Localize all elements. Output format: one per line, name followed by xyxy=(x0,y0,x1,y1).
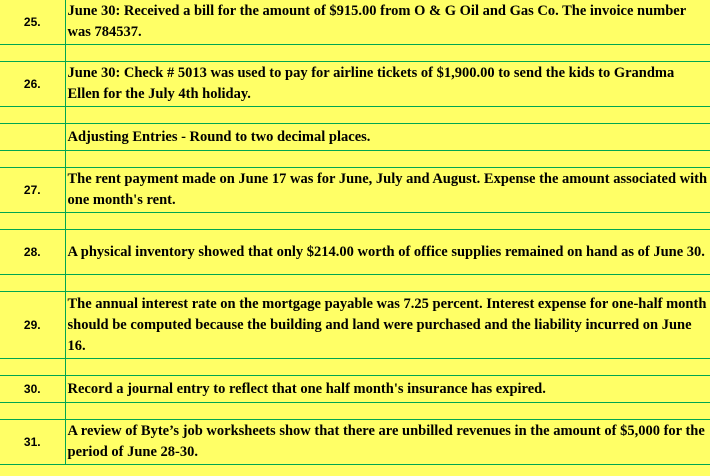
spacer-row xyxy=(0,151,710,168)
spacer-row xyxy=(0,359,710,376)
table-row xyxy=(0,0,710,45)
spacer-row xyxy=(0,45,710,62)
table-row xyxy=(0,168,710,213)
spacer-row xyxy=(0,275,710,292)
table-row xyxy=(0,62,710,107)
spacer-row xyxy=(0,107,710,124)
row-text: Record a journal entry to reflect that one half month's insurance has expired. xyxy=(65,376,710,403)
row-number: 27. xyxy=(0,168,65,213)
section-heading: Adjusting Entries - Round to two decimal places. xyxy=(65,124,710,151)
row-number: 26. xyxy=(0,62,65,107)
row-number: 31. xyxy=(0,420,65,465)
table-row xyxy=(0,230,710,275)
row-text: June 30: Received a bill for the amount of $915.00 from O & G Oil and Gas Co. The invoice number was 784537. xyxy=(65,0,710,45)
row-number: 28. xyxy=(0,230,65,275)
row-text: The rent payment made on June 17 was for June, July and August. Expense the amount associated with one month's rent. xyxy=(65,168,710,213)
row-number: 29. xyxy=(0,292,65,359)
row-text: A physical inventory showed that only $214.00 worth of office supplies remained on hand as of June 30. xyxy=(65,230,710,275)
table-row xyxy=(0,376,710,403)
row-number: 30. xyxy=(0,376,65,403)
row-text: June 30: Check # 5013 was used to pay for airline tickets of $1,900.00 to send the kids to Grandma Ellen for the July 4th holiday. xyxy=(65,62,710,107)
spacer-row xyxy=(0,213,710,230)
row-number: 25. xyxy=(0,0,65,45)
spacer-row xyxy=(0,403,710,420)
table-row xyxy=(0,420,710,465)
row-text: A review of Byte’s job worksheets show that there are unbilled revenues in the amount of $5,000 for the period of June 28-30. xyxy=(65,420,710,465)
table-row xyxy=(0,292,710,359)
row-text: The annual interest rate on the mortgage payable was 7.25 percent. Interest expense for one-half month should be computed because the building and land were purchased and the liability incurred on June 16. xyxy=(65,292,710,359)
row-number xyxy=(0,124,65,151)
section-heading-row xyxy=(0,124,710,151)
